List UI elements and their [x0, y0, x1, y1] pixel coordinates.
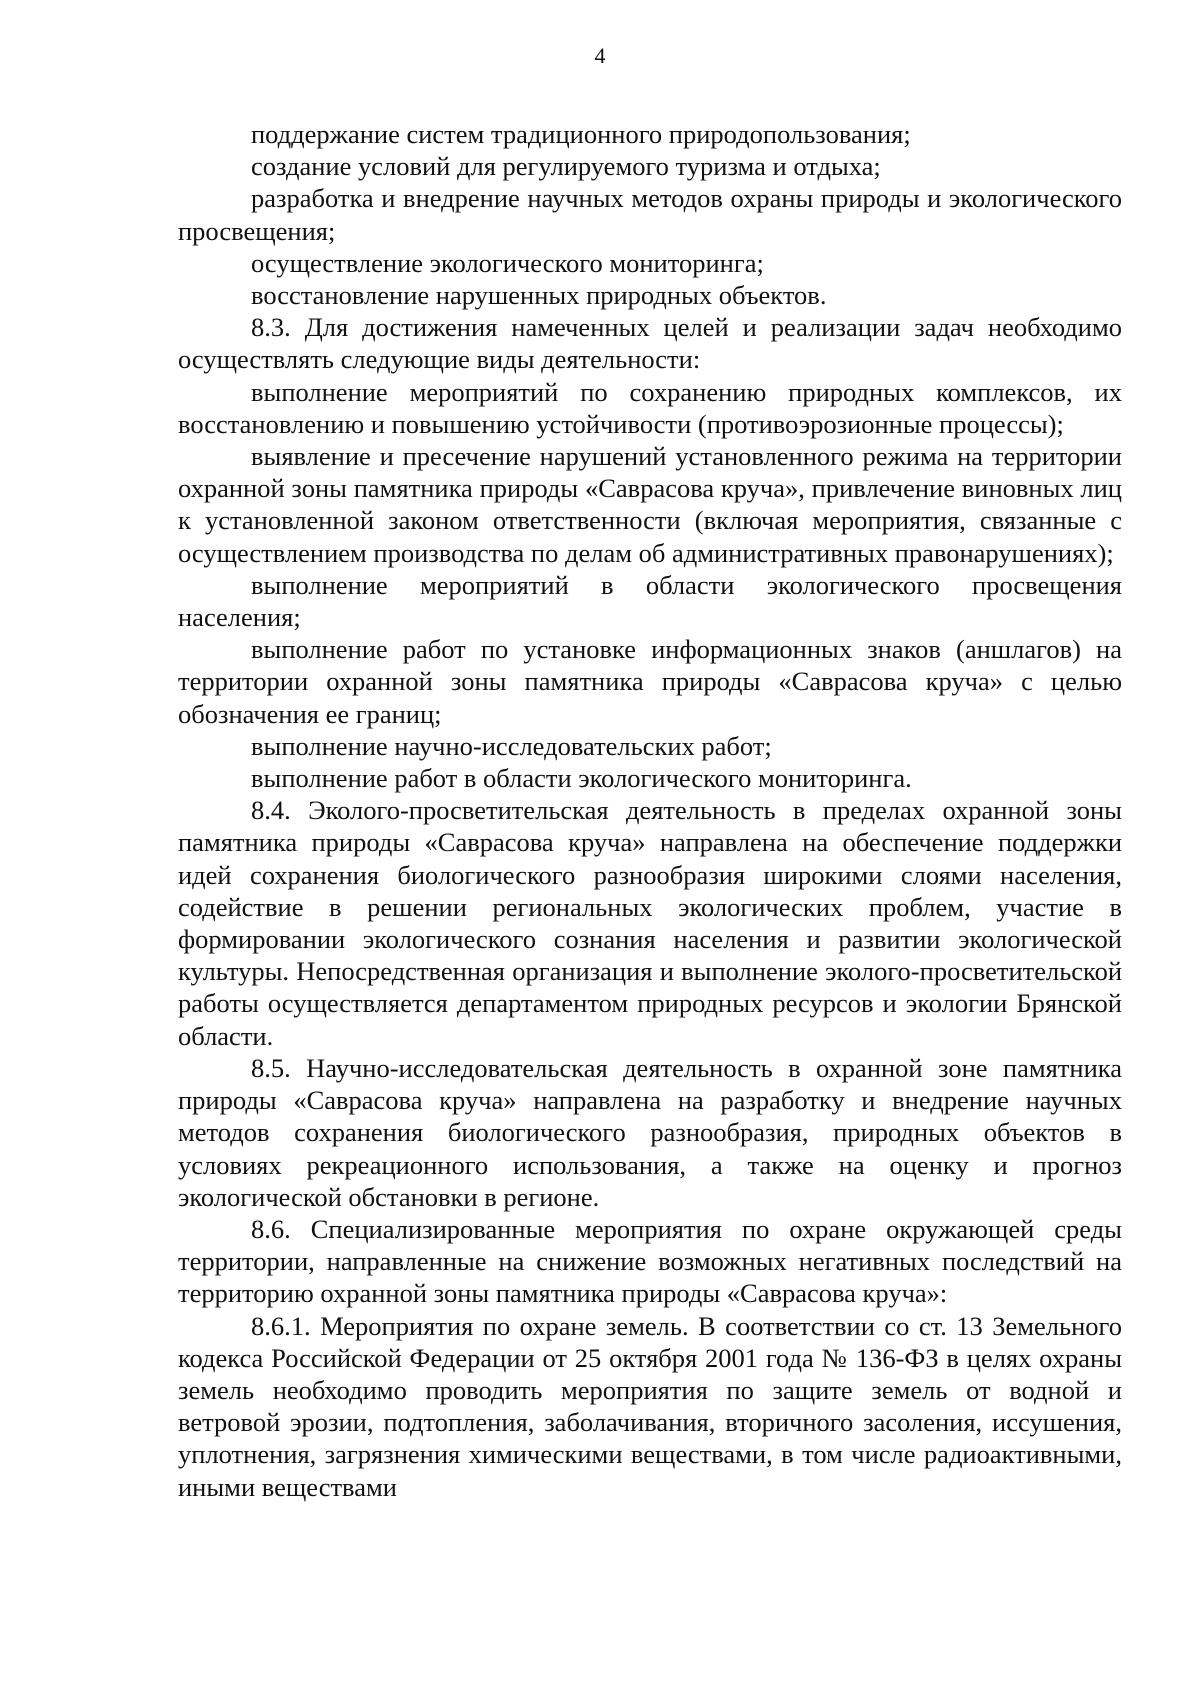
page-number: 4 [594, 43, 606, 68]
list-item: выполнение работ по установке информационных знаков (аншлагов) на территории охранной зоны памятника природы «Саврасова круча» с целью обозначения ее границ; [178, 634, 1122, 729]
section-8-3: 8.3. Для достижения намеченных целей и реализации задач необходимо осуществлять следующие виды деятельности: [178, 312, 1122, 375]
list-item: восстановление нарушенных природных объектов. [251, 280, 827, 311]
list-item: выполнение научно-исследовательских работ; [251, 730, 772, 761]
section-8-6-1: 8.6.1. Мероприятия по охране земель. В соответствии со ст. 13 Земельного кодекса Российской Федерации от 25 октября 2001 года № 136-ФЗ в целях охраны земель необходимо проводить мероприятия по защите земель от водной и ветровой эрозии, подтопления, заболачивания, вторичного засоления, иссушения, уплотнения, загрязнения химическими веществами, в том числе радиоактивными, иными веществами [178, 1310, 1122, 1502]
list-item: выполнение работ в области экологического мониторинга. [251, 763, 912, 794]
list-item: выполнение мероприятий в области экологического просвещения населения; [178, 569, 1122, 633]
document-body [178, 118, 1122, 1503]
list-item: выполнение мероприятий по сохранению природных комплексов, их восстановлению и повышению устойчивости (противоэрозионные процессы); [178, 376, 1122, 439]
section-8-4: 8.4. Эколого-просветительская деятельность в пределах охранной зоны памятника природы «Саврасова круча» направлена на обеспечение поддержки идей сохранения биологического разнообразия широкими слоями населения, содействие в решении региональных экологических проблем, участие в формировании экологического сознания населения и развитии экологической культуры. Непосредственная организация и выполнение эколого-просветительской работы осуществляется департаментом природных ресурсов и экологии Брянской области. [178, 795, 1122, 1051]
list-item: разработка и внедрение научных методов охраны природы и экологического просвещения; [178, 183, 1122, 246]
section-8-5: 8.5. Научно-исследовательская деятельность в охранной зоне памятника природы «Саврасова круча» направлена на разработку и внедрение научных методов сохранения биологического разнообразия, природных объектов в условиях рекреационного использования, а также на оценку и прогноз экологической обстановки в регионе. [178, 1052, 1122, 1212]
list-item: осуществление экологического мониторинга; [251, 247, 764, 278]
list-item: выявление и пресечение нарушений установленного режима на территории охранной зоны памятника природы «Саврасова круча», привлечение виновных лиц к установленной законом ответственности (включая мероприятия, связанные с осуществлением производства по делам об административных правонарушениях); [178, 441, 1122, 568]
list-item: создание условий для регулируемого туризма и отдыха; [251, 151, 881, 182]
section-8-6: 8.6. Специализированные мероприятия по охране окружающей среды территории, направленные на снижение возможных негативных последствий на территорию охранной зоны памятника природы «Саврасова круча»: [178, 1213, 1122, 1309]
list-item: поддержание систем традиционного природопользования; [251, 119, 911, 149]
